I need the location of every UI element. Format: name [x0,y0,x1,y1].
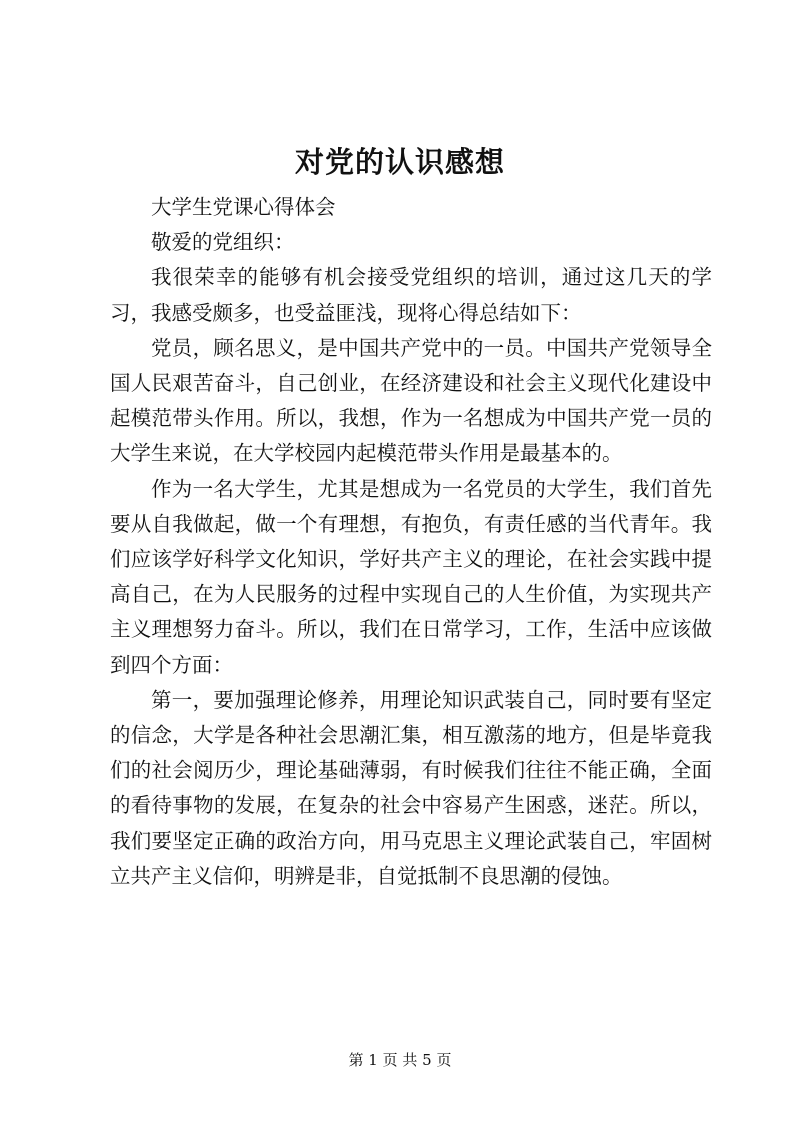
paragraph-subtitle: 大学生党课心得体会 [151,195,336,219]
paragraph-intro: 我很荣幸的能够有机会接受党组织的培训，通过这几天的学习，我感受颇多，也受益匪浅，现将心得总结如下： [110,265,712,325]
paragraph-party-member: 党员，顾名思义，是中国共产党中的一员。中国共产党领导全国人民艰苦奋斗，自己创业，在经济建设和社会主义现代化建设中起模范带头作用。所以，我想，作为一名想成为中国共产党一员的大学生来说，在大学校园内起模范带头作用是最基本的。 [110,335,712,466]
document-body [110,190,712,894]
paragraph-college-student: 作为一名大学生，尤其是想成为一名党员的大学生，我们首先要从自我做起，做一个有理想，有抱负，有责任感的当代青年。我们应该学好科学文化知识，学好共产主义的理论，在社会实践中提高自己，在为人民服务的过程中实现自己的人生价值，为实现共产主义理想努力奋斗。所以，我们在日常学习，工作，生活中应该做到四个方面： [110,476,712,677]
paragraph-first-point: 第一，要加强理论修养，用理论知识武装自己，同时要有坚定的信念，大学是各种社会思潮汇集，相互激荡的地方，但是毕竟我们的社会阅历少，理论基础薄弱，有时候我们往往不能正确，全面的看待事物的发展，在复杂的社会中容易产生困惑，迷茫。所以，我们要坚定正确的政治方向，用马克思主义理论武装自己，牢固树立共产主义信仰，明辨是非，自觉抵制不良思潮的侵蚀。 [110,687,712,888]
page-title: 对党的认识感想 [294,145,505,179]
page-footer: 第 1 页 共 5 页 [348,1051,452,1069]
paragraph-salutation: 敬爱的党组织： [151,230,295,255]
